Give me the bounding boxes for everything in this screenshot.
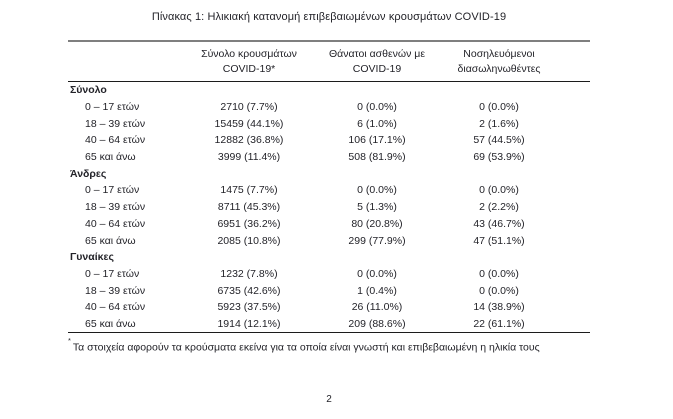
table-body <box>68 82 590 333</box>
deaths-cell: 6 (1.0%) <box>357 117 397 130</box>
age-label: 65 και άνω <box>85 317 136 330</box>
table-row <box>68 232 590 249</box>
table-row <box>68 266 590 283</box>
table-row <box>68 132 590 149</box>
cases-cell: 12882 (36.8%) <box>214 134 284 147</box>
spacer-column-header <box>562 41 590 82</box>
footnote-asterisk: * <box>68 336 71 345</box>
section-header-row <box>68 82 590 99</box>
page-number: 2 <box>326 394 332 405</box>
intubated-cell: 0 (0.0%) <box>479 184 519 197</box>
age-label: 18 – 39 ετών <box>85 117 146 130</box>
section-label: Σύνολο <box>70 84 107 97</box>
table-row <box>68 282 590 299</box>
cases-cell: 6735 (42.6%) <box>217 284 281 297</box>
age-label: 65 και άνω <box>85 151 136 164</box>
cases-cell: 1232 (7.8%) <box>220 267 278 280</box>
table-row <box>68 216 590 233</box>
covid-age-distribution-table <box>68 40 590 333</box>
cases-cell: 2710 (7.7%) <box>220 101 278 114</box>
column-header-cases-line1: Σύνολο κρουσμάτων <box>201 48 297 60</box>
table-row <box>68 199 590 216</box>
intubated-cell: 2 (2.2%) <box>479 201 519 214</box>
column-header-deaths-line2: COVID-19 <box>352 63 402 75</box>
cases-cell: 1475 (7.7%) <box>220 184 278 197</box>
column-header-intubated-line1: Νοσηλευόμενοι <box>463 48 535 60</box>
deaths-cell: 299 (77.9%) <box>348 234 406 247</box>
table-row <box>68 299 590 316</box>
column-header-cases-line2: COVID-19* <box>222 63 276 75</box>
table-row <box>68 115 590 132</box>
deaths-cell: 80 (20.8%) <box>351 217 403 230</box>
column-header-deaths-line1: Θάνατοι ασθενών με <box>328 48 426 60</box>
deaths-cell: 0 (0.0%) <box>357 267 397 280</box>
section-header-row <box>68 165 590 182</box>
header-row <box>68 41 590 82</box>
cases-cell: 1914 (12.1%) <box>217 317 281 330</box>
age-label: 40 – 64 ετών <box>85 217 146 230</box>
intubated-cell: 22 (61.1%) <box>473 317 525 330</box>
cases-cell: 8711 (45.3%) <box>217 201 281 214</box>
age-label: 0 – 17 ετών <box>85 101 140 114</box>
intubated-cell: 69 (53.9%) <box>473 151 525 164</box>
cases-cell: 2085 (10.8%) <box>217 234 281 247</box>
age-label: 18 – 39 ετών <box>85 201 146 214</box>
section-label: Γυναίκες <box>70 251 114 264</box>
table-header <box>68 41 590 82</box>
footnote-text: Τα στοιχεία αφορούν τα κρούσματα εκείνα για τα οποία είναι γνωστή και επιβεβαιωμένη η ηλικία τους <box>72 341 540 354</box>
deaths-cell: 5 (1.3%) <box>357 201 397 214</box>
table-row <box>68 99 590 116</box>
intubated-cell: 0 (0.0%) <box>479 101 519 114</box>
table-row <box>68 149 590 166</box>
age-label: 0 – 17 ετών <box>85 267 140 280</box>
deaths-cell: 106 (17.1%) <box>348 134 406 147</box>
age-label: 0 – 17 ετών <box>85 184 140 197</box>
age-label: 18 – 39 ετών <box>85 284 146 297</box>
intubated-cell: 14 (38.9%) <box>473 301 525 314</box>
deaths-cell: 26 (11.0%) <box>351 301 403 314</box>
table-row <box>68 182 590 199</box>
deaths-cell: 508 (81.9%) <box>348 151 406 164</box>
intubated-cell: 2 (1.6%) <box>479 117 519 130</box>
cases-cell: 5923 (37.5%) <box>217 301 281 314</box>
table-footnote <box>68 337 590 355</box>
deaths-cell: 0 (0.0%) <box>357 101 397 114</box>
intubated-cell: 57 (44.5%) <box>473 134 525 147</box>
age-label: 40 – 64 ετών <box>85 134 146 147</box>
intubated-cell: 47 (51.1%) <box>473 234 525 247</box>
cases-cell: 6951 (36.2%) <box>217 217 281 230</box>
column-header-cases <box>180 41 318 82</box>
intubated-cell: 0 (0.0%) <box>479 284 519 297</box>
cases-cell: 3999 (11.4%) <box>217 151 281 164</box>
row-label-column-header <box>68 41 180 82</box>
table-row <box>68 316 590 333</box>
column-header-deaths <box>318 41 436 82</box>
cases-cell: 15459 (44.1%) <box>214 117 284 130</box>
table-title: Πίνακας 1: Ηλικιακή κατανομή επιβεβαιωμένων κρουσμάτων COVID-19 <box>151 11 507 23</box>
age-label: 65 και άνω <box>85 234 136 247</box>
deaths-cell: 0 (0.0%) <box>357 184 397 197</box>
age-label: 40 – 64 ετών <box>85 301 146 314</box>
column-header-intubated-line2: διασωληνωθέντες <box>457 63 541 75</box>
intubated-cell: 43 (46.7%) <box>473 217 525 230</box>
section-header-row <box>68 249 590 266</box>
column-header-intubated <box>436 41 562 82</box>
deaths-cell: 1 (0.4%) <box>357 284 397 297</box>
deaths-cell: 209 (88.6%) <box>348 317 406 330</box>
section-label: Άνδρες <box>70 167 107 180</box>
intubated-cell: 0 (0.0%) <box>479 267 519 280</box>
